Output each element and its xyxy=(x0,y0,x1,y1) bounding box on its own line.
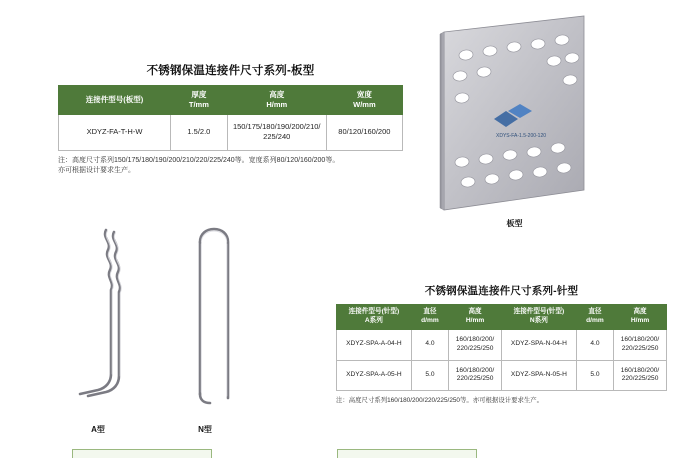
needle-spec-section xyxy=(336,283,667,404)
col-header-width-line2: W/mm xyxy=(353,100,376,110)
col-header-width xyxy=(326,86,402,115)
cell-height-line1: 150/175/180/190/200/210/ xyxy=(232,122,321,132)
cell-height-a xyxy=(449,360,502,391)
col-header-height-a-line2: H/mm xyxy=(465,316,485,324)
col-header-model: 连接件型号(板型) xyxy=(59,86,171,115)
col-header-height-n-line2: H/mm xyxy=(630,316,650,324)
plate-note-line1: 注：高度尺寸系列150/175/180/190/200/210/220/225/240等。宽度系列80/120/160/200等。 xyxy=(58,156,340,164)
cell-height-n xyxy=(614,329,667,360)
plate-section-title: 不锈钢保温连接件尺寸系列-板型 xyxy=(146,65,315,77)
col-header-height-a xyxy=(449,305,502,330)
table-row xyxy=(59,115,403,150)
cell-height-a-line1: 160/180/200/ xyxy=(455,335,495,343)
bottom-strip-left xyxy=(72,449,212,458)
table-header-row xyxy=(337,305,667,330)
anchor-n-highlight xyxy=(201,231,227,396)
cell-model-n: XDYZ-SPA-N-05-H xyxy=(501,360,576,391)
cell-height-a-line2: 220/225/250 xyxy=(456,344,494,352)
cell-height-n-line2: 220/225/250 xyxy=(621,344,659,352)
plate-caption: 板型 xyxy=(506,219,523,228)
plate-illustration xyxy=(432,14,597,219)
col-header-width-line1: 宽度 xyxy=(356,90,372,99)
anchor-a-caption: A型 xyxy=(91,425,105,434)
anchor-illustration-svg xyxy=(60,222,290,422)
col-header-dia-n-line2: d/mm xyxy=(586,316,604,324)
cell-height-n-line2: 220/225/250 xyxy=(621,375,659,383)
plate-illustration-svg xyxy=(432,14,597,219)
col-header-height-a-line1: 高度 xyxy=(468,308,482,315)
bottom-strip-right xyxy=(337,449,477,458)
col-header-height-n xyxy=(614,305,667,330)
cell-model-n: XDYZ-SPA-N-04-H xyxy=(501,329,576,360)
col-header-dia-a xyxy=(411,305,448,330)
col-header-model-a-line1: 连接件型号(针型) xyxy=(348,308,400,315)
cell-height-n-line1: 160/180/200/ xyxy=(620,366,660,374)
plate-note xyxy=(58,156,403,178)
cell-dia-a: 4.0 xyxy=(411,329,448,360)
col-header-model-n xyxy=(501,305,576,330)
cell-width: 80/120/160/200 xyxy=(326,115,402,150)
anchor-illustration xyxy=(60,222,290,422)
cell-model-a: XDYZ-SPA-A-05-H xyxy=(337,360,412,391)
cell-height xyxy=(227,115,326,150)
col-header-height-n-line1: 高度 xyxy=(633,308,647,315)
col-header-height-line1: 高度 xyxy=(269,90,285,99)
col-header-height xyxy=(227,86,326,115)
col-header-model-n-line1: 连接件型号(针型) xyxy=(513,308,565,315)
cell-height-line2: 225/240 xyxy=(263,132,291,142)
anchor-n-caption: N型 xyxy=(198,425,212,434)
cell-height-a xyxy=(449,329,502,360)
table-row xyxy=(337,360,667,391)
cell-thickness: 1.5/2.0 xyxy=(171,115,228,150)
col-header-model-a xyxy=(337,305,412,330)
needle-section-title: 不锈钢保温连接件尺寸系列-针型 xyxy=(424,285,579,297)
cell-dia-n: 4.0 xyxy=(576,329,613,360)
col-header-dia-n xyxy=(576,305,613,330)
col-header-dia-a-line2: d/mm xyxy=(421,316,439,324)
plate-watermark-code: XDYS-FA-1.5-200-120 xyxy=(496,133,547,139)
cell-height-a-line1: 160/180/200/ xyxy=(455,366,495,374)
col-header-thickness xyxy=(171,86,228,115)
col-header-thickness-line1: 厚度 xyxy=(191,90,207,99)
needle-spec-table xyxy=(336,304,667,391)
col-header-thickness-line2: T/mm xyxy=(188,100,209,110)
plate-spec-table xyxy=(58,85,403,151)
plate-spec-section xyxy=(58,62,403,177)
cell-dia-a: 5.0 xyxy=(411,360,448,391)
cell-model-a: XDYZ-SPA-A-04-H xyxy=(337,329,412,360)
cell-height-n xyxy=(614,360,667,391)
table-row xyxy=(337,329,667,360)
col-header-height-line2: H/mm xyxy=(266,100,288,110)
anchor-a-shape xyxy=(80,230,120,396)
table-header-row xyxy=(59,86,403,115)
needle-note: 注：高度尺寸系列160/180/200/220/225/250等。亦可根据设计要求生产。 xyxy=(336,397,544,405)
col-header-model-a-line2: A系列 xyxy=(364,316,383,324)
plate-note-line2: 亦可根据设计要求生产。 xyxy=(58,167,135,175)
cell-dia-n: 5.0 xyxy=(576,360,613,391)
col-header-model-n-line2: N系列 xyxy=(529,316,548,324)
cell-model: XDYZ-FA-T-H-W xyxy=(59,115,171,150)
col-header-dia-a-line1: 直径 xyxy=(423,308,437,315)
col-header-dia-n-line1: 直径 xyxy=(588,308,602,315)
cell-height-a-line2: 220/225/250 xyxy=(456,375,494,383)
anchor-n-shape xyxy=(200,229,228,403)
cell-height-n-line1: 160/180/200/ xyxy=(620,335,660,343)
